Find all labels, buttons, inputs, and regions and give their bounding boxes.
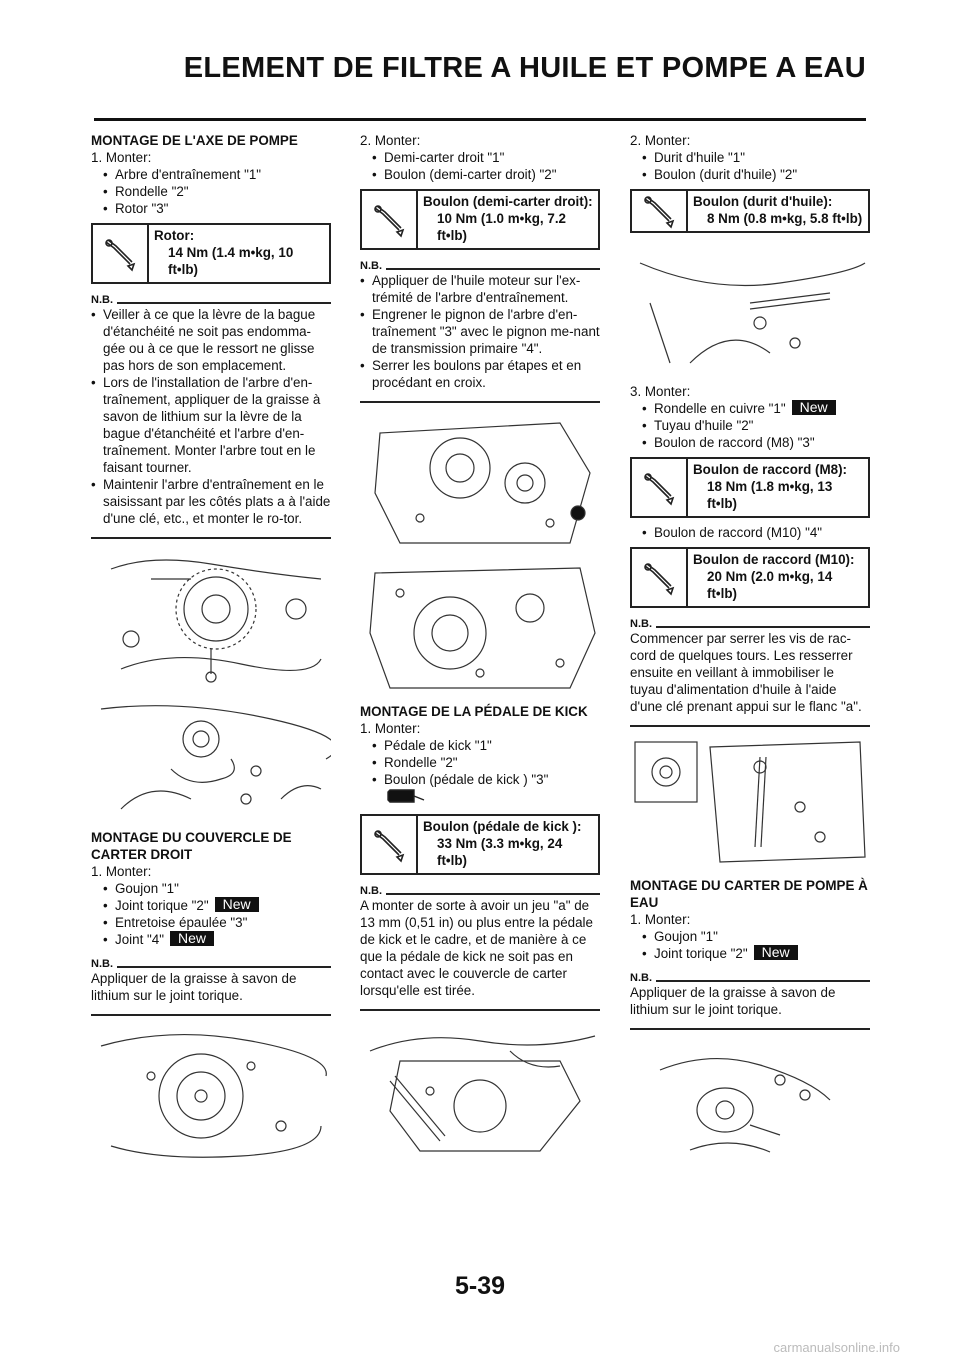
list-item: • Tuyau d'huile "2" [642, 417, 870, 434]
locking-agent-icon [360, 788, 600, 808]
spec-value: 18 Nm (1.8 m•kg, 13 ft•lb) [707, 479, 833, 511]
list-item: • Rotor "3" [103, 200, 331, 217]
spec-value: 14 Nm (1.4 m•kg, 10 ft•lb) [168, 245, 294, 277]
list-item: • Arbre d'entraînement "1" [103, 166, 331, 183]
note-text: A monter de sorte à avoir un jeu "a" de 13 mm (0,51 in) ou plus entre la pédale de kick et le cadre, et de manière à ce que la pédale de kick ne soit pas en contact avec le couvercle de carter lorsqu'elle est tirée. [360, 898, 593, 998]
note-label: N.B. [91, 294, 113, 306]
illustration-oil-pipe [630, 737, 870, 867]
note-text: Appliquer de la graisse à savon de lithium sur le joint torique. [630, 985, 836, 1017]
parts-list [630, 928, 870, 962]
spec-label: Boulon (pédale de kick ): [423, 819, 582, 834]
illustration-oil-hose [630, 243, 870, 373]
note-item: • Serrer les boulons par étapes et en procédant en croix. [360, 357, 600, 391]
spec-value: 10 Nm (1.0 m•kg, 7.2 ft•lb) [437, 211, 566, 243]
list-item: • Rondelle en cuivre "1" New [642, 400, 870, 417]
note-item: • Veiller à ce que la lèvre de la bague d'étanchéité ne soit pas endomma-gée ou à ce que le ressort ne glisse pas hors de son emplacement. [91, 306, 331, 374]
list-item: • Joint torique "2" New [642, 945, 870, 962]
illustration-right-crankcase [360, 563, 600, 693]
note-block [630, 972, 870, 1030]
illustration-rotor [91, 699, 331, 819]
torque-wrench-icon [362, 816, 418, 873]
list-item: • Rondelle "2" [372, 754, 600, 771]
illustration-crankcase-cover [91, 1026, 331, 1166]
list-item: • Joint "4" New [103, 931, 331, 948]
list-item: • Goujon "1" [103, 880, 331, 897]
note-label: N.B. [360, 260, 382, 272]
section-title-kick-pedal: MONTAGE DE LA PÉDALE DE KICK [360, 704, 588, 719]
list-item: • Boulon (demi-carter droit) "2" [372, 166, 600, 183]
spec-label: Rotor: [154, 228, 195, 243]
note-item: • Maintenir l'arbre d'entraînement en le saisissant par les côtés plats a à l'aide d'une clé, etc., et monter le ro-tor. [91, 476, 331, 527]
note-block [91, 294, 331, 539]
step-label: 1. Monter: [91, 150, 152, 165]
column-1 [91, 132, 331, 1176]
list-item: • Pédale de kick "1" [372, 737, 600, 754]
note-item: • Lors de l'installation de l'arbre d'en-traînement, appliquer de la graisse à savon de lithium sur la lèvre de la bague d'étanchéité et l'arbre d'en-traînement. Monter l'arbre tout en le faisant tourner. [91, 374, 331, 476]
torque-spec-box [630, 547, 870, 608]
torque-wrench-icon [362, 191, 418, 248]
section-title-pump-shaft: MONTAGE DE L'AXE DE POMPE [91, 133, 298, 148]
spec-value: 33 Nm (3.3 m•kg, 24 ft•lb) [437, 836, 563, 868]
note-item: • Appliquer de l'huile moteur sur l'ex-trémité de l'arbre d'entraînement. [360, 272, 600, 306]
spec-value: 8 Nm (0.8 m•kg, 5.8 ft•lb) [707, 211, 863, 226]
spec-label: Boulon (durit d'huile): [693, 194, 833, 209]
spec-label: Boulon de raccord (M10): [693, 552, 855, 567]
torque-spec-box [91, 223, 331, 284]
list-item: • Boulon de raccord (M8) "3" [642, 434, 870, 451]
step-label: 3. Monter: [630, 384, 691, 399]
list-item: • Demi-carter droit "1" [372, 149, 600, 166]
parts-list [91, 166, 331, 217]
illustration-crankcase-gears [360, 413, 600, 553]
illustration-drive-gear [91, 549, 331, 689]
list-item: • Boulon (pédale de kick ) "3" [372, 771, 600, 788]
parts-list [91, 880, 331, 948]
step-label: 2. Monter: [360, 133, 421, 148]
note-block [630, 618, 870, 727]
note-block [360, 885, 600, 1011]
note-text: Appliquer de la graisse à savon de lithium sur le joint torique. [91, 971, 297, 1003]
page-title: ELEMENT DE FILTRE A HUILE ET POMPE A EAU [183, 52, 866, 84]
parts-list [630, 400, 870, 451]
title-rule [94, 118, 866, 121]
note-text: Commencer par serrer les vis de rac-cord de quelques tours. Les resserrer ensuite en veillant à immobiliser le tuyau d'alimentation d'huile à l'aide d'une clé prenant appui sur le flanc "a". [630, 631, 862, 714]
torque-wrench-icon [93, 225, 149, 282]
step-label: 1. Monter: [91, 864, 152, 879]
torque-spec-box [630, 457, 870, 518]
watermark: carmanualsonline.info [773, 1340, 900, 1355]
note-block [360, 260, 600, 403]
new-badge: New [215, 897, 259, 912]
parts-list [630, 149, 870, 183]
parts-list [360, 149, 600, 183]
torque-wrench-icon [632, 459, 688, 516]
list-item: • Joint torique "2" New [103, 897, 331, 914]
new-badge: New [792, 400, 836, 415]
list-item: • Durit d'huile "1" [642, 149, 870, 166]
list-item: • Goujon "1" [642, 928, 870, 945]
spec-label: Boulon (demi-carter droit): [423, 194, 593, 209]
note-label: N.B. [91, 958, 113, 970]
page-number: 5-39 [454, 1272, 506, 1300]
new-badge: New [170, 931, 214, 946]
note-item: • Engrener le pignon de l'arbre d'en-traînement "3" avec le pignon me-nant de transmission primaire "4". [360, 306, 600, 357]
section-title-crankcase-cover: MONTAGE DU COUVERCLE DE CARTER DROIT [91, 830, 292, 862]
spec-value: 20 Nm (2.0 m•kg, 14 ft•lb) [707, 569, 833, 601]
torque-wrench-icon [632, 191, 688, 231]
parts-list [630, 524, 870, 541]
new-badge: New [754, 945, 798, 960]
step-label: 1. Monter: [630, 912, 691, 927]
section-title-water-pump: MONTAGE DU CARTER DE POMPE À EAU [630, 878, 868, 910]
parts-list [360, 737, 600, 788]
note-label: N.B. [630, 972, 652, 984]
list-item: • Boulon (durit d'huile) "2" [642, 166, 870, 183]
torque-spec-box [360, 814, 600, 875]
column-3 [630, 132, 870, 1170]
torque-spec-box [360, 189, 600, 250]
step-label: 2. Monter: [630, 133, 691, 148]
note-block [91, 958, 331, 1016]
step-label: 1. Monter: [360, 721, 421, 736]
list-item: • Rondelle "2" [103, 183, 331, 200]
illustration-water-pump [630, 1040, 870, 1160]
torque-spec-box [630, 189, 870, 233]
spec-label: Boulon de raccord (M8): [693, 462, 847, 477]
note-label: N.B. [630, 618, 652, 630]
torque-wrench-icon [632, 549, 688, 606]
illustration-kick-pedal [360, 1021, 600, 1161]
column-2 [360, 132, 600, 1171]
list-item: • Entretoise épaulée "3" [103, 914, 331, 931]
list-item: • Boulon de raccord (M10) "4" [642, 524, 870, 541]
note-label: N.B. [360, 885, 382, 897]
